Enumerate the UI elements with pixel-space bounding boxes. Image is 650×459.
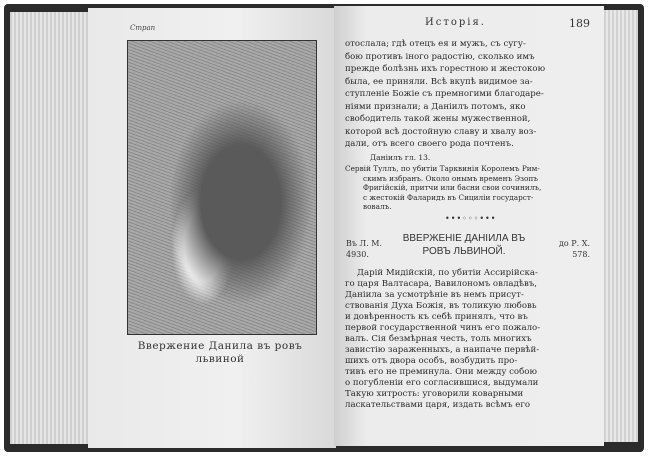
page-edges-left [10,12,90,444]
text-line: вовалъ. [363,202,392,211]
text-line: Фригійскій, притчи или басни свои сочинилъ, [363,183,542,192]
engraving-caption [115,340,325,366]
text-line: Сервій Туллъ, по убитіи Тарквинія Королемъ Рим- [345,164,540,173]
text-line: дали, отъ всего своего рода почтенъ. [345,139,514,149]
paragraph-3 [345,268,590,411]
strap-note: Страп [130,24,156,32]
ornament-divider: •••◦◦◦••• [445,214,497,223]
text-line: Такую хитрость: уговорили коварными [345,389,524,399]
page-number: 189 [569,17,590,30]
text-line: свободитель такой жены мужественной, [345,114,531,124]
text-line: РОВЪ ЛЬВИНОЙ. [422,246,506,257]
text-line: ВВЕРЖЕНІЕ ДАНІИЛА ВЪ [402,233,526,244]
text-line: скимъ избранъ. Около онымъ временъ Эзопъ [363,173,538,183]
text-line: ступленіе Божіе съ премногими благодаре- [345,89,544,99]
side-note-left [346,238,382,260]
paragraph-2 [345,164,590,212]
text-line: и довѣренность къ себѣ принялъ, что въ [345,312,528,322]
caption-line: львиной [195,353,245,365]
text-line: ствованія Духа Божія, въ толикую любовь [345,301,537,311]
reference: Даніилъ гл. 13. [370,153,431,162]
running-head-title: Исторія. [425,17,486,28]
text-line: ласкательствами царя, издать всѣмъ его [345,400,531,410]
text-line: до Р. Х. [559,239,590,248]
text-line: шихъ отъ двора особъ, возбудить про- [345,356,518,366]
engraving-daniel-lions-den [127,40,317,335]
text-line: валъ. Сія безмѣрная честь, толь многихъ [345,334,532,344]
text-line: го царя Валтасара, Вавилономъ овладѣвъ, [345,279,538,289]
text-line: была, ее приняли. Всѣ вкупѣ видимое за- [345,76,533,87]
text-line: о погубленіи его согласившися, выдумали [345,378,539,388]
text-line: с жестокій Фаларидъ въ Сициліи государст- [363,192,534,202]
text-line: 578. [572,250,590,259]
running-head [345,17,590,31]
caption-line: Ввержение Данила въ ровъ [137,340,303,352]
text-line: первой государственной чинъ его пожало- [345,323,541,333]
text-line: Дарій Мидійскій, по убитіи Ассирійска- [357,268,538,278]
text-line: тивъ его не преминула. Они между собою [345,367,537,377]
text-line: ніями признали; а Даніилъ потомъ, яко [345,101,526,112]
text-line: которой всѣ достойную славу и хвалу воз- [345,126,537,137]
text-line: Даніила за усмотрѣніе въ немъ присут- [345,290,524,300]
text-line: бою противъ іного радостію, сколько имъ [345,51,535,62]
section-title [398,232,530,258]
text-line: завистію зараженныхъ, а наипаче первѣй- [345,345,540,355]
page-edges-right [600,10,638,442]
side-note-right [536,238,590,260]
text-line: прежде болѣзнь ихъ горестною и жестокою [345,64,546,74]
text-line: отослала; гдѣ отецъ ея и мужъ, съ сугу- [345,39,526,49]
text-line: 4930. [346,250,369,259]
text-line: Въ Л. М. [346,239,383,248]
paragraph-1 [345,38,590,151]
